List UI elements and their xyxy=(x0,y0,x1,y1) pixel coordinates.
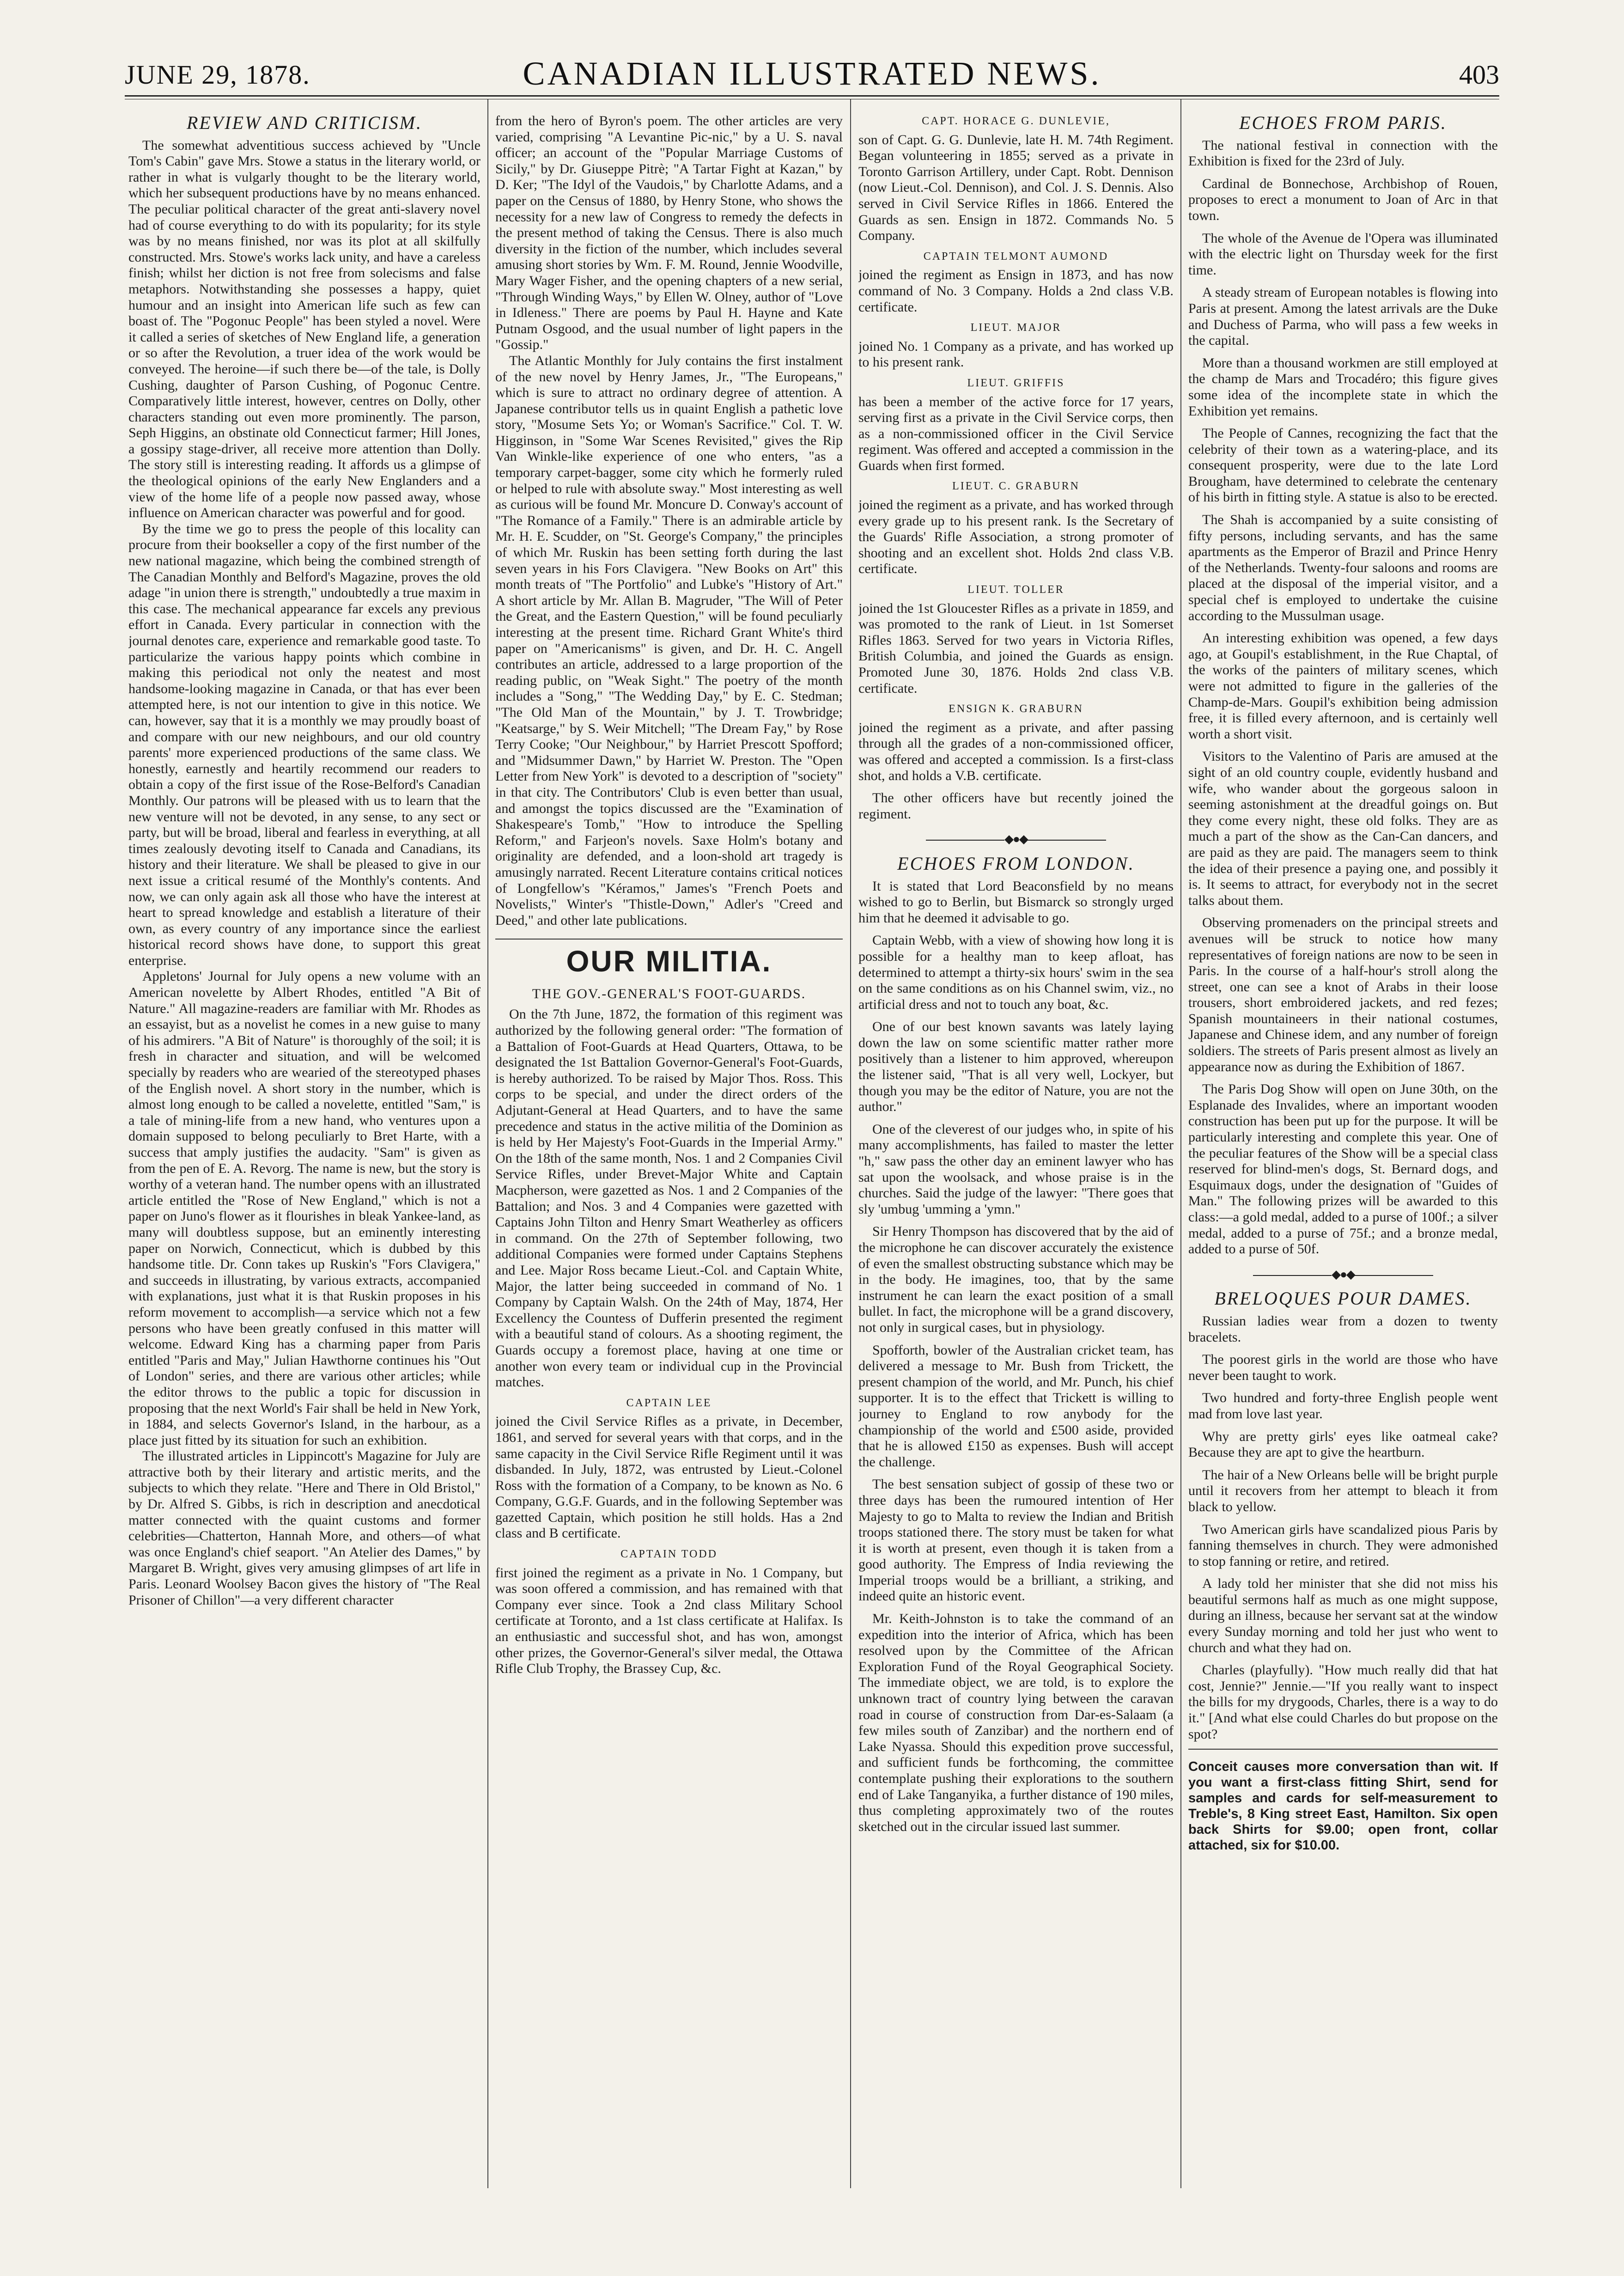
news-item: Two American girls have scandalized pious Paris by fanning themselves in church. They were admonished to stop fanning or retire, and retired. xyxy=(1188,1521,1498,1569)
column-1 xyxy=(128,113,481,2193)
column-divider-2 xyxy=(850,99,851,2188)
officer-name: CAPTAIN TELMONT AUMOND xyxy=(923,250,1109,262)
column-4 xyxy=(1188,113,1498,2193)
news-item: An interesting exhibition was opened, a few days ago, at Goupil's establishment, in the Rue Chaptal, of the works of the painters of military scenes, which were not admitted to figure in the galleries of the Champ-de-Mars. Goupil's exhibition being admission free, it is filled every afternoon, and is certainly well worth a short visit. xyxy=(1188,630,1498,742)
review-paragraph: The somewhat adventitious success achieved by "Uncle Tom's Cabin" gave Mrs. Stowe a status in the literary world, or rather in what is vulgarly thought to be the literary world, which her subsequent productions have by no means enhanced. The peculiar political character of the great anti-slavery novel had of course everything to do with its popularity; for its style was by no means finished, nor was its plot at all skilfully constructed. Mrs. Stowe's works lack unity, and have a careless finish; whilst her diction is not free from solecisms and false metaphors. Notwithstanding she possesses a happy, quiet humour and an insight into American life such as few can boast of. The "Pogonuc People" has been styled a novel. Were it called a series of sketches of New England life, a generation or so after the Revolution, a truer idea of the work would be conveyed. The heroine—if such there be—of the tale, is Dolly Cushing, daughter of Parson Cushing, of Pogonuc Centre. Comparatively little interest, however, centres on Dolly, other characters standing out even more prominently. The parson, Seph Higgins, an obstinate old Connecticut farmer; Hill Jones, a gossipy stage-driver, all receive more attention than Dolly. The story still is interesting reading. It affords us a glimpse of the theological opinions of the early New Englanders and a view of the home life of a people now passed away, whose influence on American character was powerful and for good. xyxy=(128,137,481,521)
officer-name: ENSIGN K. GRABURN xyxy=(949,703,1083,715)
news-item: The poorest girls in the world are those who have never been taught to work. xyxy=(1188,1352,1498,1383)
ornamental-rule: ◆●◆ xyxy=(1188,1267,1498,1283)
officer-name: CAPTAIN LEE xyxy=(626,1397,712,1409)
news-item: Cardinal de Bonnechose, Archbishop of Rouen, proposes to erect a monument to Joan of Arc in that town. xyxy=(1188,176,1498,223)
officer-name: LIEUT. MAJOR xyxy=(970,322,1062,334)
officer-bio: joined the regiment as a private, and after passing through all the grades of a non-commissioned officer, was offered and accepted a commission. Is a first-class shot, and holds a V.B. certificate. xyxy=(858,720,1174,783)
masthead xyxy=(125,55,1499,101)
news-item: Spofforth, bowler of the Australian cricket team, has delivered a message to Mr. Bush from Trickett, the present champion of the world, and Mr. Punch, his chief supporter. It is to the effect that Trickett is willing to journey to England to row anybody for the championship of the world and £500 aside, provided that he is allowed £150 as expenses. Bush will accept the challenge. xyxy=(858,1342,1174,1470)
column-2 xyxy=(495,113,843,2193)
officer-bio: joined No. 1 Company as a private, and has worked up to his present rank. xyxy=(858,338,1174,370)
officer-name: LIEUT. TOLLER xyxy=(967,584,1064,596)
news-item: Visitors to the Valentino of Paris are amused at the sight of an old country couple, evidently husband and wife, who wander about the gorgeous saloon in seeming astonishment at the dreadful goings on. But they come every night, these old folks. They are as much a part of the show as the Can-Can dancers, and are paid as they are paid. The managers seem to think the idea of their presence a paying one, and possibly it is. It seems to attract, for everybody not in the secret talks about them. xyxy=(1188,749,1498,908)
officer-bio: joined the Civil Service Rifles as a private, in December, 1861, and served for several years with that corps, and in the same capacity in the Civil Service Rifle Regiment until it was disbanded. In July, 1872, was entrusted by Lieut.-Colonel Ross with the formation of a Company, to be known as No. 6 Company, G.G.F. Guards, and in the following September was gazetted Captain, which position he still holds. Has a 2nd class and B certificate. xyxy=(495,1414,843,1541)
officer-bio: joined the regiment as Ensign in 1873, and has now command of No. 3 Company. Holds a 2nd class V.B. certificate. xyxy=(858,267,1174,315)
news-item: Captain Webb, with a view of showing how long it is possible for a healthy man to keep afloat, has determined to attempt a thirty-six hours' swim in the sea on the same conditions as on his Channel swim, viz., no artificial dress and not to touch any boat, &c. xyxy=(858,933,1174,1012)
officer-bio: son of Capt. G. G. Dunlevie, late H. M. 74th Regiment. Began volunteering in 1855; served as a private in Toronto Garrison Artillery, under Capt. Robt. Dennison (now Lieut.-Col. Dennison), and Col. J. S. Dennis. Also served in Civil Service Rifles in 1866. Entered the Guards as sen. Ensign in 1872. Commands No. 5 Company. xyxy=(858,132,1174,244)
ornamental-rule: ◆●◆ xyxy=(858,831,1174,848)
officer-name: LIEUT. C. GRABURN xyxy=(952,480,1080,493)
news-item: Mr. Keith-Johnston is to take the command of an expedition into the interior of Africa, which has been resolved upon by the Committee of the African Exploration Fund of the Royal Geographical Society. The immediate object, we are told, is to explore the unknown tract of country lying between the caravan road in course of construction from Dar-es-Salaam (a few miles south of Zanzibar) and the northern end of Lake Nyassa. Should this expedition prove successful, and sufficient funds be forthcoming, the committee contemplate pushing their explorations to the southern end of Lake Tanganyika, a further distance of 190 miles, thus completing approximately two of the routes sketched out in the circular issued last summer. xyxy=(858,1611,1174,1834)
review-paragraph: The Atlantic Monthly for July contains the first instalment of the new novel by Henry James, Jr., "The Europeans," which is sure to attract no ordinary degree of attention. A Japanese contributor tells us in quaint English a pathetic love story, "Mosume Sets Yo; or Woman's Sacrifice." Col. T. W. Higginson, in "Some War Scenes Revisited," gives the Rip Van Winkle-like experience of one who enters, "as a temporary carpet-bagger, some city which he formerly ruled or helped to rule with absolute sway." Most interesting as well as curious will be found Mr. Moncure D. Conway's account of "The Romance of a Family." There is an admirable article by Mr. H. E. Scudder, on "St. George's Company," the principles of which Mr. Ruskin has been setting forth during the last seven years in his Fors Clavigera. "New Books on Art" this month treats of "The Portfolio" and Lubke's "History of Art." A short article by Mr. Allan B. Magruder, "The Will of Peter the Great, and the Eastern Question," will be found peculiarly interesting at the present time. Richard Grant White's third paper on "Americanisms" is given, and Dr. H. C. Angell contributes an article, addressed to a large proportion of the reading public, on "Weak Sight." The poetry of the month includes a "Song," "The Wedding Day," by E. C. Stedman; "The Old Man of the Mountain," by J. T. Trowbridge; "Keatsarge," by S. Weir Mitchell; "The Dream Fay," by Rose Terry Cooke; "Our Neighbour," by Harriet Prescott Spofford; and "Midsummer Dawn," by Harriet W. Preston. The "Open Letter from New York" is devoted to a description of "society" in that city. The Contributors' Club is even better than usual, and amongst the topics discussed are the "Examination of Shakespeare's Tomb," "How to introduce the Spelling Reform," and Farjeon's novels. Saxe Holm's botany and originality are defended, and a loon-shold art tragedy is amusingly narrated. Recent Literature contains critical notices of Longfellow's "Kéramos," James's "French Poets and Novelists," Winter's "Thistle-Down," Adler's "Creed and Deed," and other late publications. xyxy=(495,353,843,928)
news-item: The Shah is accompanied by a suite consisting of fifty persons, including servants, and has the same apartments as the Emperor of Brazil and Prince Henry of the Netherlands. Twenty-four saloons and rooms are placed at the disposal of the imperial visitor, and a special chef is employed to undertake the cuisine according to the Mussulman usage. xyxy=(1188,512,1498,623)
news-item: A steady stream of European notables is flowing into Paris at present. Among the latest arrivals are the Duke and Duchess of Parma, who will pass a few weeks in the capital. xyxy=(1188,285,1498,348)
newspaper-title: CANADIAN ILLUSTRATED NEWS. xyxy=(523,55,1101,92)
officer-bio: has been a member of the active force for 17 years, serving first as a private in the Civil Service corps, then as a non-commissioned officer in the Civil Service regiment. Was offered and accepted a commission in the Guards when first formed. xyxy=(858,394,1174,473)
review-paragraph: from the hero of Byron's poem. The other articles are very varied, comprising "A Levantine Pic-nic," by a U. S. naval officer; an account of the "Popular Marriage Customs of Sicily," by Dr. Giuseppe Pitrè; "A Tartar Fight at Kazan," by D. Ker; "The Idyl of the Vaudois," by Charlotte Adams, and a paper on the Census of 1880, by Henry Stone, who shows the necessity for a new law of Congress to remedy the defects in the present method of taking the Census. There is also much diversity in the fiction of the number, which includes several amusing short stories by Wm. F. M. Round, Jennie Woodville, Mary Wager Fisher, and the opening chapters of a new serial, "Through Winding Ways," by Ellen W. Olney, author of "Love in Idleness." There are poems by Paul H. Hayne and Kate Putnam Osgood, and the usual number of light papers in the "Gossip." xyxy=(495,113,843,353)
news-item: Why are pretty girls' eyes like oatmeal cake? Because they are apt to give the heartburn. xyxy=(1188,1428,1498,1460)
militia-closing: The other officers have but recently joined the regiment. xyxy=(858,790,1174,822)
news-item: The hair of a New Orleans belle will be bright purple until it recovers from her attempt to bleach it from black to yellow. xyxy=(1188,1467,1498,1514)
militia-intro: On the 7th June, 1872, the formation of this regiment was authorized by the following general order: "The formation of a Battalion of Foot-Guards at Head Quarters, Ottawa, to be designated the 1st Battalion Governor-General's Foot-Guards, is hereby authorized. To be raised by Major Thos. Ross. This corps to be special, and under the direct orders of the Adjutant-General at Head Quarters, and to have the same precedence and status in the active militia of the Dominion as is held by Her Majesty's Foot-Guards in the Imperial Army." On the 18th of the same month, Nos. 1 and 2 Companies Civil Service Rifles, under Brevet-Major White and Captain Macpherson, were gazetted as Nos. 1 and 2 Companies of the Battalion; and Nos. 3 and 4 Companies were gazetted with Captains John Tilton and Henry Smart Weatherley as officers in command. On the 27th of September following, two additional Companies were formed under Captains Stephens and Lee. Major Ross became Lieut.-Col. and Captain White, Major, the latter being succeeded in command of No. 1 Company by Captain Walsh. On the 24th of May, 1874, Her Excellency the Countess of Dufferin presented the regiment with a beautiful stand of colours. As a shooting regiment, the Guards occupy a foremost place, having at one time or another won every team or individual cup in the Provincial matches. xyxy=(495,1007,843,1390)
section-rule xyxy=(1188,1749,1498,1750)
advertisement-text: Conceit causes more conversation than wit. If you want a first-class fitting Shirt, send for samples and cards for self-measurement to Treble's, 8 King street East, Hamilton. Six open back Shirts for $9.00; open front, collar attached, six for $10.00. xyxy=(1188,1759,1498,1853)
news-item: The best sensation subject of gossip of these two or three days has been the rumoured intention of Her Majesty to go to Malta to review the Indian and British troops stationed there. The story must be taken for what it is worth at present, even though it is taken from a good authority. The Empress of India reviewing the Imperial troops would be a brilliant, a striking, and indeed quite an historic event. xyxy=(858,1477,1174,1604)
column-divider-1 xyxy=(487,99,488,2188)
news-item: One of our best known savants was lately laying down the law on some scientific matter rather more positively than a listener to him approved, whereupon the listener said, "That is all very well, Lockyer, but though you may be the editor of Nature, you are not the author." xyxy=(858,1019,1174,1115)
london-heading: ECHOES FROM LONDON. xyxy=(897,853,1135,874)
news-item: Sir Henry Thompson has discovered that by the aid of the microphone he can discover accurately the existence of even the smallest obstructing substance which may be in the body. He imagines, too, that by the same instrument he can learn the exact position of a small bullet. In fact, the microphone will be a grand discovery, not only in surgical cases, but in physiology. xyxy=(858,1224,1174,1335)
officer-name: CAPT. HORACE G. DUNLEVIE, xyxy=(922,115,1110,127)
review-paragraph: Appletons' Journal for July opens a new volume with an American novelette by Albert Rhodes, entitled "A Bit of Nature." All magazine-readers are familiar with Mr. Rhodes as an essayist, but as a novelist he comes in a new guise to many of his admirers. "A Bit of Nature" is thoroughly of the soil; it is fresh in character and situation, and will be welcomed specially by readers who are wearied of the stereotyped phases of the English novel. A short story in the number, which is almost long enough to be called a novelette, entitled "Sam," is a tale of mining-life from a new hand, who ventures upon a domain supposed to belong peculiarly to Bret Harte, with a success that amply justifies the audacity. "Sam" is given as from the pen of E. A. Revorg. The name is new, but the story is worthy of a veteran hand. The number opens with an illustrated article entitled the "Rose of New England," which is not a paper on Juno's flower as it flourishes in bleak Yankee-land, as many will doubtless suppose, but an eminently interesting paper on Norwich, Connecticut, which is dubbed by this handsome title. Dr. Conn takes up Ruskin's "Fors Clavigera," and succeeds in illustrating, by various extracts, accompanied with explanations, just what it is that Ruskin proposes in his reform movement to accomplish—a service which not a few persons who have been greatly confused in this matter will welcome. Edward King has a charming paper from Paris entitled "Paris and May," Julian Hawthorne continues his "Out of London" series, and there are various other articles; while the editor throws to the public a topic for discussion in proposing that the next World's Fair shall be held in New York, in 1884, and selects Governor's Island, in the harbour, as a place just fitted by its situation for such an exhibition. xyxy=(128,969,481,1448)
officer-bio: joined the 1st Gloucester Rifles as a private in 1859, and was promoted to the rank of Lieut. in 1st Somerset Rifles 1863. Served for two years in Victoria Rifles, British Columbia, and joined the Guards as ensign. Promoted June 30, 1876. Holds 2nd class V.B. certificate. xyxy=(858,600,1174,696)
review-paragraph: By the time we go to press the people of this locality can procure from their bookseller a copy of the first number of the new national magazine, which being the combined strength of The Canadian Monthly and Belford's Magazine, proves the old adage "in union there is strength," undoubtedly a true maxim in this case. The mechanical appearance far excels any previous effort in Canada. Every particular in connection with the journal denotes care, experience and remarkable good taste. To particularize the various happy points which combine in making this periodical not only the neatest and most handsome-looking magazine in Canada, or that has ever been attempted here, is not our intention to give in this notice. We can, however, say that it is a monthly we may proudly boast of and compare with our new neighbours, and our old country parents' more experienced productions of the same class. We honestly, earnestly and heartily recommend our readers to obtain a copy of the first issue of the Rose-Belford's Canadian Monthly. Our patrons will be pleased with us to learn that the new venture will not be devoted, in any sense, to any sect or party, but will be broad, liberal and fearless in everything, at all times zealously devoting itself to Canada and Canadians, its history and their literature. We shall be pleased to give in our next issue a critical resumé of the Monthly's contents. And now, we can only again ask all those who have the interest at heart to spread knowledge and establish a literature of their own, as every country of any importance since the earliest historical record shows have done, to support this great enterprise. xyxy=(128,521,481,968)
issue-date: JUNE 29, 1878. xyxy=(125,60,310,90)
review-paragraph: The illustrated articles in Lippincott's Magazine for July are attractive both by their literary and artistic merits, and the subjects to which they relate. "Here and There in Old Bristol," by Dr. Alfred S. Gibbs, is rich in description and anecdotical matter connected with the quaint customs and former celebrities—Chatterton, Hannah More, and others—of what was once England's chief seaport. "An Atelier des Dames," by Margaret B. Wright, gives very amusing glimpses of art life in Paris. Leonard Woolsey Bacon gives the history of "The Real Prisoner of Chillon"—a very different character xyxy=(128,1448,481,1608)
news-item: Two hundred and forty-three English people went mad from love last year. xyxy=(1188,1390,1498,1422)
news-item: It is stated that Lord Beaconsfield by no means wished to go to Berlin, but Bismarck so strongly urged him that he deemed it advisable to go. xyxy=(858,878,1174,926)
review-heading: REVIEW AND CRITICISM. xyxy=(187,113,422,133)
officer-name: LIEUT. GRIFFIS xyxy=(967,377,1065,389)
news-item: More than a thousand workmen are still employed at the champ de Mars and Trocadéro; this figure gives some idea of the incomplete state in which the Exhibition yet remains. xyxy=(1188,355,1498,419)
news-item: Russian ladies wear from a dozen to twenty bracelets. xyxy=(1188,1313,1498,1345)
advertisement xyxy=(1188,1759,1498,1853)
news-item: A lady told her minister that she did not miss his beautiful sermons half as much as one might suppose, during an illness, because her servant sat at the window every Sunday morning and told her just who went to church and what they had on. xyxy=(1188,1576,1498,1655)
militia-heading: OUR MILITIA. xyxy=(566,945,772,978)
page-number: 403 xyxy=(1459,60,1499,90)
masthead-rule xyxy=(125,95,1499,97)
news-item: The Paris Dog Show will open on June 30th, on the Esplanade des Invalides, where an important wooden construction has been put up for the purpose. It will be particularly interesting and complete this year. One of the peculiar features of the Show will be a special class reserved for blind-men's dogs, St. Bernard dogs, and Esquimaux dogs, under the designation of "Guides of Man." The following prizes will be awarded to this class:—a gold medal, added to a purse of 100f.; a silver medal, added to a purse of 75f.; and a bronze medal, added to a purse of 50f. xyxy=(1188,1081,1498,1257)
news-item: The national festival in connection with the Exhibition is fixed for the 23rd of July. xyxy=(1188,137,1498,169)
breloques-heading: BRELOQUES POUR DAMES. xyxy=(1214,1288,1472,1309)
news-item: Charles (playfully). "How much really did that hat cost, Jennie?" Jennie.—"If you really want to inspect the bills for my drygoods, Charles, there is a way to do it." [And what else could Charles do but propose on the spot? xyxy=(1188,1662,1498,1742)
news-item: Observing promenaders on the principal streets and avenues will be struck to notice how many representatives of foreign nations are now to be seen in Paris. In the course of a half-hour's stroll along the street, one can see a knot of Arabs in their loose trousers, short embroidered jackets, and red fezes; Spanish mountaineers in their national costumes, Japanese and Chinese idem, and any number of foreign soldiers. The streets of Paris present almost as lively an appearance now as during the Exhibition of 1867. xyxy=(1188,915,1498,1074)
militia-subheading: THE GOV.-GENERAL'S FOOT-GUARDS. xyxy=(532,986,806,1001)
paris-heading: ECHOES FROM PARIS. xyxy=(1239,113,1447,133)
section-rule xyxy=(495,939,843,940)
column-divider-3 xyxy=(1180,99,1181,2188)
officer-bio: first joined the regiment as a private in No. 1 Company, but was soon offered a commission, and has remained with that Company ever since. Took a 2nd class Military School certificate at Toronto, and a 1st class certificate at Halifax. Is an enthusiastic and successful shot, and has won, amongst other prizes, the Governor-General's silver medal, the Ottawa Rifle Club Trophy, the Brassey Cup, &c. xyxy=(495,1565,843,1677)
news-item: One of the cleverest of our judges who, in spite of his many accomplishments, has failed to master the letter "h," saw pass the other day an eminent lawyer who has sat upon the woolsack, and whose praise is in the churches. Said the judge of the lawyer: "There goes that sly 'umbug 'umming a 'ymn." xyxy=(858,1121,1174,1217)
news-item: The People of Cannes, recognizing the fact that the celebrity of their town as a watering-place, and its consequent prosperity, were due to the late Lord Brougham, have determined to celebrate the centenary of his birth in fitting style. A statue is also to be erected. xyxy=(1188,426,1498,505)
news-item: The whole of the Avenue de l'Opera was illuminated with the electric light on Thursday week for the first time. xyxy=(1188,230,1498,278)
column-3 xyxy=(858,113,1174,2193)
officer-bio: joined the regiment as a private, and has worked through every grade up to his present rank. Is the Secretary of the Guards' Rifle Association, a strong promoter of shooting and an excellent shot. Holds 2nd class V.B. certificate. xyxy=(858,497,1174,577)
officer-name: CAPTAIN TODD xyxy=(620,1548,718,1561)
